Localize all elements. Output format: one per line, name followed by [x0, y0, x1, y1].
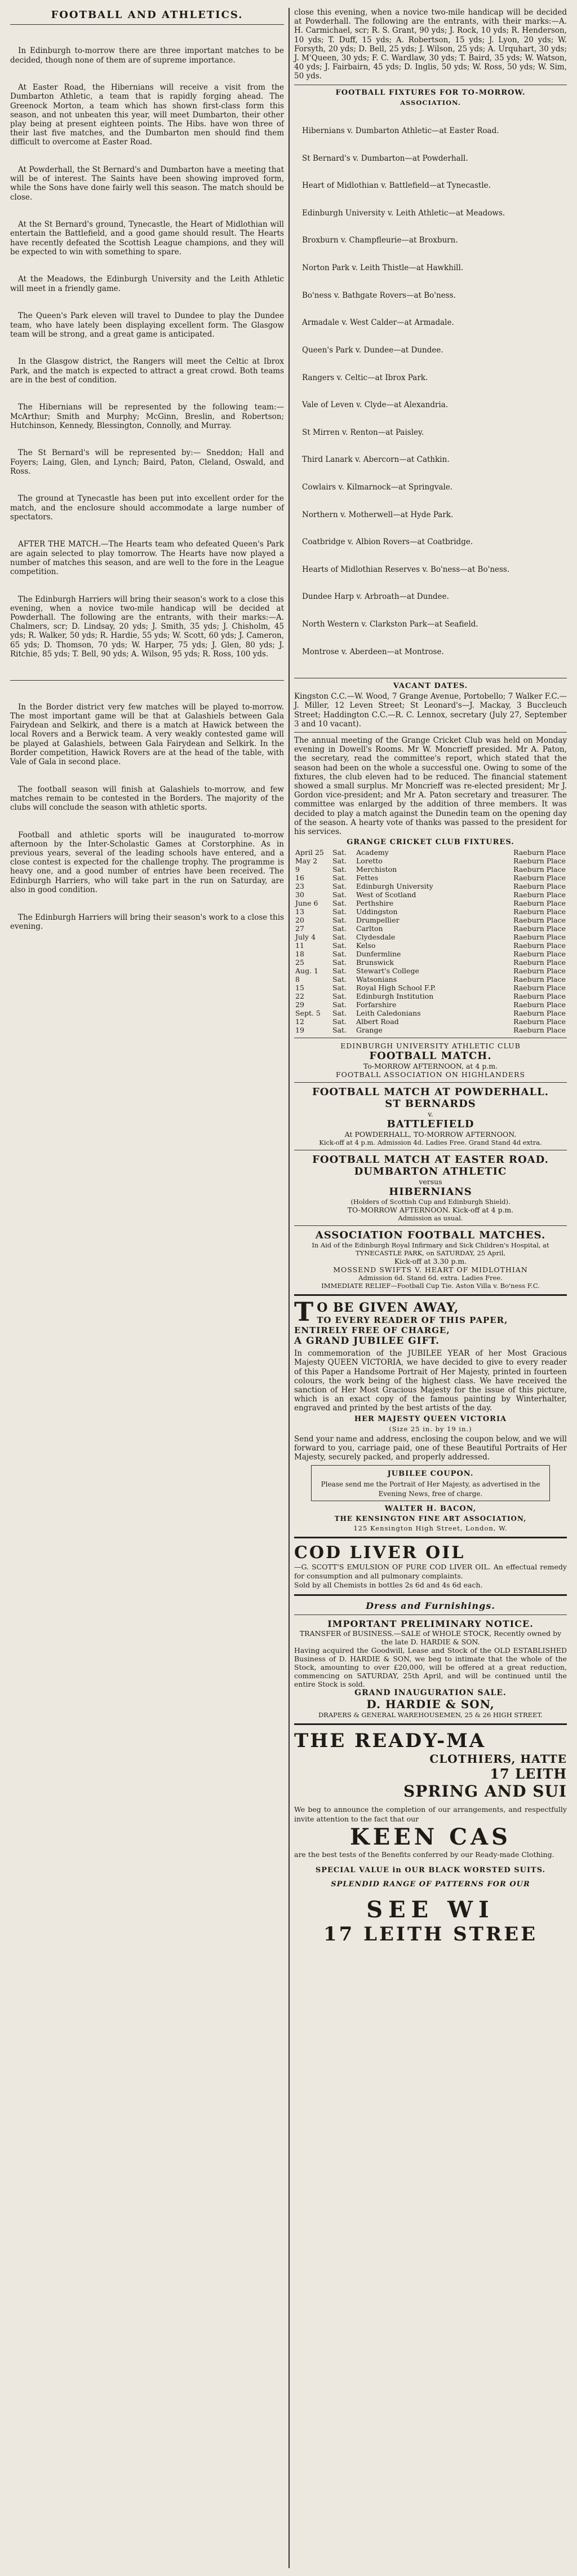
fixture-place: Raeburn Place [513, 1017, 566, 1026]
team-name: DUMBARTON ATHLETIC [354, 1166, 507, 1178]
fixture-opponent: Stewart's College [356, 967, 419, 976]
fixture-row [294, 975, 567, 983]
fixture-day: Sat. [332, 907, 347, 916]
fixture-row [294, 992, 567, 1000]
fixture-row [294, 950, 567, 958]
fixture-date: 23 [295, 882, 304, 891]
coupon-title: JUBILEE COUPON. [387, 1470, 474, 1479]
fixtures-subtitle: ASSOCIATION. [400, 98, 461, 107]
article-paragraph: At Easter Road, the Hibernians will receive a visit from the Dumbarton Athletic, a team that is rapidly forging ahead. The Greenock Morton, a team which has shown first-class form this season, and not unbeaten this year, will meet Dumbarton, their other play being at present eighteen points. The Hibs. have won three of their last five matches, and the Dumbarton men should find them difficult to overcome at Easter Road. [10, 83, 287, 147]
fixture-line: Norton Park v. Leith Thistle—at Hawkhill. [302, 263, 464, 273]
ad-line: To-MORROW AFTERNOON, at 4 p.m. [363, 1062, 498, 1071]
ad-body: Having acquired the Goodwill, Lease and Stock of the OLD ESTABLISHED Business of D. HARDIE & SON, we beg to intimate that the whole of the Stock, amounting to over £20,000, will be offered at a great reduction, commencing on SATURDAY, 25th April, and will be continued until the entire Stock is sold. [294, 1646, 567, 1689]
ad-line: Admission as usual. [398, 1214, 463, 1223]
team-name: HIBERNIANS [389, 1186, 472, 1198]
ad-line: FOOTBALL ASSOCIATION ON HIGHLANDERS [335, 1070, 526, 1079]
fixture-date: July 4 [295, 933, 316, 942]
fixture-opponent: Carlton [356, 924, 383, 933]
fixture-opponent: Perthshire [356, 899, 394, 908]
fixture-row [294, 924, 567, 933]
novice-handicap-paragraph: close this evening, when a novice two-mile handicap will be decided at Powderhall. The following are the entrants, with their marks:—A. H. Carmichael, scr; R. S. Grant, 90 yds; J. Rock, 10 yds; R. Henderson, 10 yds; T. Duff, 15 yds; A. Robertson, 15 yds; J. Lyon, 20 yds; W. Forsyth, 20 yds; D. Bell, 25 yds; J. Wilson, 25 yds; A. Urquhart, 30 yds; J. M'Queen, 30 yds; F. C. Wardlaw, 30 yds; T. Baird, 35 yds; W. Watson, 40 yds; J. Fairbairn, 45 yds; D. Inglis, 50 yds; W. Ross, 50 yds; W. Sim, 50 yds. [294, 8, 570, 81]
article-paragraph: The Hibernians will be represented by the following team:— McArthur; Smith and Murphy; McGinn, Breslin, and Robertson; Hutchinson, Kennedy, Blessington, Connolly, and Murray. [10, 403, 287, 430]
fixture-place: Raeburn Place [513, 950, 566, 959]
fixture-row [294, 882, 567, 890]
ad-heading: FOOTBALL MATCH AT POWDERHALL. [312, 1086, 549, 1099]
fixture-place: Raeburn Place [513, 907, 566, 916]
article-paragraph: In the Border district very few matches will be played to-morrow. The most important game will be that at Galashiels between Gala Fairydean and Selkirk, and there is a match at Hawick between the local Rovers and a Berwick team. A very weakly contested game will be played at Galashiels, between Gala Fairydean and Selkirk. In the Border competition, Hawick Rovers are at the head of the table, with Vale of Gala in second place. [10, 702, 287, 767]
fixture-line: Northern v. Motherwell—at Hyde Park. [302, 510, 454, 519]
cricket-fixtures-table [294, 848, 567, 1034]
fixture-date: Aug. 1 [295, 967, 318, 976]
fixture-date: 16 [295, 874, 304, 883]
ad-line: Kick-off at 3.30 p.m. [394, 1257, 467, 1266]
ad-address: 17 LEITH [490, 1766, 567, 1783]
ad-line: Kick-off at 4 p.m. Admission 4d. Ladies Free. Grand Stand 4d extra. [319, 1139, 542, 1147]
ad-heading: A GRAND JUBILEE GIFT. [294, 1335, 440, 1347]
fixture-date: Sept. 5 [295, 1009, 321, 1018]
fixture-date: 20 [295, 916, 304, 925]
fixture-opponent: Forfarshire [356, 1000, 397, 1009]
fixture-day: Sat. [332, 924, 347, 933]
fixture-list [294, 108, 567, 675]
ad-line: EDINBURGH UNIVERSITY ATHLETIC CLUB [340, 1042, 521, 1051]
ad-line: At POWDERHALL, TO-MORROW AFTERNOON. [344, 1130, 517, 1139]
fixture-line: Bo'ness v. Bathgate Rovers—at Bo'ness. [302, 290, 456, 300]
fixture-opponent: Royal High School F.P. [356, 983, 436, 993]
ad-body: Send your name and address, enclosing the coupon below, and we will forward to you, carriage paid, one of these Beautiful Portraits of Her Majesty, securely packed, and properly addressed. [294, 1434, 570, 1462]
fixture-place: Raeburn Place [513, 865, 566, 874]
ad-subheading: CLOTHIERS, HATTE [429, 1752, 567, 1766]
article-paragraph: The ground at Tynecastle has been put into excellent order for the match, and the enclosure should accommodate a large number of spectators. [10, 494, 287, 522]
fixture-place: Raeburn Place [513, 882, 566, 891]
fixture-place: Raeburn Place [513, 874, 566, 883]
university-athletic-ad [294, 1042, 567, 1079]
ad-address: 17 LEITH STREE [323, 1922, 538, 1946]
ad-heading: FOOTBALL MATCH AT EASTER ROAD. [312, 1154, 549, 1166]
vacant-dates-text: Kingston C.C.—W. Wood, 7 Grange Avenue, Portobello; 7 Walker F.C.—J. Miller, 12 Leven Street; St Leonard's—J. Mackay, 3 Buccleuch Street; Haddington C.C.—R. C. Lennox, secretary (July 27, September 3 and 10 vacant). [294, 692, 570, 729]
fixture-date: 29 [295, 1000, 304, 1009]
ad-body: are the best tests of the Benefits conferred by our Ready-made Clothing. [294, 1850, 554, 1859]
fixture-opponent: Kelso [356, 941, 376, 950]
fixture-row [294, 899, 567, 907]
fixture-line: St Bernard's v. Dumbarton—at Powderhall. [302, 153, 468, 163]
jubilee-coupon[interactable] [311, 1465, 550, 1501]
fixture-opponent: Uddingston [356, 907, 398, 916]
fixture-row [294, 1000, 567, 1009]
hardie-notice-ad [294, 1618, 567, 1719]
fixture-place: Raeburn Place [513, 848, 566, 857]
fixture-day: Sat. [332, 874, 347, 883]
powderhall-match-ad [294, 1086, 567, 1146]
fixture-place: Raeburn Place [513, 1000, 566, 1009]
fixture-line: Coatbridge v. Albion Rovers—at Coatbridge. [302, 537, 473, 547]
fixture-row [294, 857, 567, 865]
fixture-opponent: Brunswick [356, 958, 394, 967]
ad-heading: IMPORTANT PRELIMINARY NOTICE. [327, 1618, 534, 1630]
fixture-date: 18 [295, 950, 304, 959]
fixture-opponent: Loretto [356, 857, 383, 866]
ad-heading: THE READY-MA [294, 1730, 486, 1753]
fixture-row [294, 890, 567, 899]
fixture-place: Raeburn Place [513, 975, 566, 984]
fixture-place: Raeburn Place [513, 1009, 566, 1018]
fixture-opponent: Watsonians [356, 975, 397, 984]
fixture-line: Edinburgh University v. Leith Athletic—at Meadows. [302, 208, 505, 218]
fixture-day: Sat. [332, 899, 347, 908]
fixture-day: Sat. [332, 848, 347, 857]
fixture-opponent: Albert Road [356, 1017, 399, 1026]
fixture-day: Sat. [332, 983, 347, 993]
fixture-day: Sat. [332, 1000, 347, 1009]
ad-heading: O BE GIVEN AWAY, [317, 1300, 459, 1316]
fixture-date: 19 [295, 1026, 304, 1035]
fixture-date: 22 [295, 992, 304, 1001]
article-paragraph: In Edinburgh to-morrow there are three important matches to be decided, though none of them are of supreme importance. [10, 46, 287, 65]
fixture-opponent: Academy [356, 848, 389, 857]
fixture-date: 12 [295, 1017, 304, 1026]
fixture-line: North Western v. Clarkston Park—at Seafield. [302, 620, 478, 629]
article-paragraph: AFTER THE MATCH.—The Hearts team who defeated Queen's Park are again selected to play tomorrow. The Hearts have now played a number of matches this season, and are well to the fore in the League competition. [10, 540, 287, 576]
article-paragraph: Football and athletic sports will be inaugurated to-morrow afternoon by the Inter-Scholastic Games at Corstorphine. As in previous years, several of the leading schools have entered, and a close contest is expected for the challenge trophy. The programme is heavy one, and a good number of entries have been received. The Edinburgh Harriers, who will take part in the run on Saturday, are also in good condition. [10, 830, 287, 894]
fixture-row [294, 983, 567, 992]
fixture-day: Sat. [332, 958, 347, 967]
tynecastle-match-ad [294, 1229, 567, 1290]
ad-heading: SEE WI [366, 1896, 495, 1923]
fixture-opponent: Edinburgh University [356, 882, 433, 891]
article-paragraph: The football season will finish at Galashiels to-morrow, and few matches remain to be contested in the Borders. The majority of the clubs will conclude the season with athletic sports. [10, 784, 287, 813]
fixture-line: Hearts of Midlothian Reserves v. Bo'ness—at Bo'ness. [302, 564, 510, 574]
fixture-place: Raeburn Place [513, 899, 566, 908]
fixture-date: April 25 [295, 848, 324, 857]
fixture-line: Queen's Park v. Dundee—at Dundee. [302, 345, 443, 355]
column-divider [288, 8, 290, 2568]
fixture-line: Hibernians v. Dumbarton Athletic—at Easter Road. [302, 126, 499, 136]
company-address: DRAPERS & GENERAL WAREHOUSEMEN, 25 & 26 HIGH STREET. [318, 1711, 543, 1719]
article-paragraph: In the Glasgow district, the Rangers will meet the Celtic at Ibrox Park, and the match is expected to attract a great crowd. Both teams are in the best of condition. [10, 357, 287, 385]
ad-body: Sold by all Chemists in bottles 2s 6d and 4s 6d each. [294, 1581, 483, 1590]
company-name: D. HARDIE & SON, [366, 1697, 495, 1712]
fixture-day: Sat. [332, 890, 347, 899]
fixture-place: Raeburn Place [513, 992, 566, 1001]
fixture-day: Sat. [332, 967, 347, 976]
fixture-place: Raeburn Place [513, 941, 566, 950]
fixture-opponent: Dunfermline [356, 950, 401, 959]
company-address: 125 Kensington High Street, London, W. [353, 1524, 508, 1532]
fixture-row [294, 967, 567, 975]
portrait-subtitle: (Size 25 in. by 19 in.) [389, 1424, 472, 1433]
dress-section-title: Dress and Furnishings. [366, 1600, 495, 1612]
football-article [10, 28, 287, 677]
fixture-day: Sat. [332, 992, 347, 1001]
portrait-title: HER MAJESTY QUEEN VICTORIA [354, 1414, 507, 1423]
ad-heading: ASSOCIATION FOOTBALL MATCHES. [315, 1229, 546, 1242]
signatory: WALTER H. BACON, [384, 1504, 477, 1513]
fixture-date: 8 [295, 975, 300, 984]
fixture-line: St Mirren v. Renton—at Paisley. [302, 427, 424, 437]
easter-road-match-ad [294, 1154, 567, 1222]
ad-line: In Aid of the Edinburgh Royal Infirmary and Sick Children's Hospital, at TYNECASTLE PARK, on SATURDAY, 25 April, [312, 1241, 549, 1258]
ad-heading: FOOTBALL MATCH. [369, 1050, 492, 1062]
fixture-day: Sat. [332, 916, 347, 925]
ad-body: We beg to announce the completion of our arrangements, and respectfully invite attention to the fact that our [294, 1805, 569, 1823]
fixture-day: Sat. [332, 933, 347, 942]
fixture-opponent: Drumpellier [356, 916, 400, 925]
ad-line: TO-MORROW AFTERNOON. Kick-off at 4 p.m. [347, 1206, 514, 1215]
fixture-place: Raeburn Place [513, 924, 566, 933]
ad-line: (Holders of Scottish Cup and Edinburgh Shield). [350, 1198, 511, 1206]
fixture-line: Montrose v. Aberdeen—at Montrose. [302, 647, 444, 656]
fixture-day: Sat. [332, 1026, 347, 1035]
cricket-fixtures-title: GRANGE CRICKET CLUB FIXTURES. [347, 838, 514, 847]
vacant-dates-title: VACANT DATES. [393, 682, 468, 691]
fixture-opponent: Grange [356, 1026, 383, 1035]
article-paragraph: At Powderhall, the St Bernard's and Dumbarton have a meeting that will be of interest. The Saints have been showing improved form, while the Sons have done fairly well this season. The match should be close. [10, 165, 287, 202]
fixture-row [294, 1009, 567, 1017]
company-name: THE KENSINGTON FINE ART ASSOCIATION, [334, 1514, 527, 1523]
ad-heading: TO EVERY READER OF THIS PAPER, [317, 1315, 508, 1326]
ad-subheading: SPLENDID RANGE OF PATTERNS FOR OUR [331, 1880, 530, 1889]
fixture-opponent: Clydesdale [356, 933, 396, 942]
fixture-row [294, 865, 567, 874]
fixture-row [294, 1026, 567, 1034]
fixture-line: Dundee Harp v. Arbroath—at Dundee. [302, 592, 449, 602]
fixture-row [294, 907, 567, 916]
fixture-row [294, 958, 567, 967]
article-paragraph: The Queen's Park eleven will travel to Dundee to play the Dundee team, who have lately been displaying excellent form. The Glasgow team will be strong, and a great game is anticipated. [10, 311, 287, 339]
fixture-line: Vale of Leven v. Clyde—at Alexandria. [302, 400, 449, 410]
fixture-opponent: Leith Caledonians [356, 1009, 421, 1018]
fixture-row [294, 1017, 567, 1026]
fixture-day: Sat. [332, 882, 347, 891]
left-column [10, 8, 287, 2568]
fixture-opponent: Edinburgh Institution [356, 992, 434, 1001]
fixture-place: Raeburn Place [513, 933, 566, 942]
ad-line: Admission 6d. Stand 6d. extra. Ladies Free. [358, 1274, 503, 1282]
team-name: BATTLEFIELD [387, 1118, 474, 1131]
fixture-date: 30 [295, 890, 304, 899]
fixture-place: Raeburn Place [513, 967, 566, 976]
fixture-row [294, 874, 567, 882]
ad-heading: COD LIVER OIL [294, 1542, 465, 1563]
fixture-place: Raeburn Place [513, 916, 566, 925]
ad-body: —G. SCOTT'S EMULSION OF PURE COD LIVER OIL. An effectual remedy for consumption and all pulmonary complaints. [294, 1562, 569, 1580]
team-name: ST BERNARDS [385, 1098, 476, 1110]
right-column [294, 8, 570, 2568]
coupon-text: Please send me the Portrait of Her Majesty, as advertised in the Evening News, free of charge. [321, 1480, 543, 1498]
ad-line: MOSSEND SWIFTS V. HEART OF MIDLOTHIAN [333, 1265, 528, 1274]
fixture-day: Sat. [332, 1009, 347, 1018]
article-paragraph: The Edinburgh Harriers will bring their season's work to a close this evening, when a novice two-mile handicap will be decided at Powderhall. The following are the entrants, with their marks:—A. Chalmers, scr; D. Lindsay, 20 yds; J. Smith, 35 yds; J. Chisholm, 45 yds; R. Walker, 50 yds; R. Hardie, 55 yds; W. Scott, 60 yds; J. Cameron, 65 yds; D. Thomson, 70 yds; W. Harper, 75 yds; J. Glen, 80 yds; J. Ritchie, 85 yds; T. Bell, 90 yds; A. Wilson, 95 yds; R. Ross, 100 yds. [10, 594, 287, 659]
fixture-row [294, 941, 567, 950]
ad-line: TRANSFER of BUSINESS.—SALE of WHOLE STOCK, Recently owned by the late D. HARDIE & SON. [299, 1629, 562, 1647]
article-paragraph: The Edinburgh Harriers will bring their season's work to a close this evening. [10, 912, 287, 931]
fixture-date: 11 [295, 941, 304, 950]
fixture-place: Raeburn Place [513, 857, 566, 866]
codliver-oil-ad [294, 1543, 567, 1590]
fixture-row [294, 916, 567, 924]
fixture-date: May 2 [295, 857, 318, 866]
article-paragraph: At the St Bernard's ground, Tynecastle, the Heart of Midlothian will entertain the Battlefield, and a good game should result. The Hearts have recently defeated the Scottish League champions, and they will be expected to win with something to spare. [10, 220, 287, 257]
fixture-place: Raeburn Place [513, 890, 566, 899]
fixture-opponent: Fettes [356, 874, 379, 883]
fixture-day: Sat. [332, 857, 347, 866]
fixture-line: Third Lanark v. Abercorn—at Cathkin. [302, 455, 450, 465]
fixture-date: 13 [295, 907, 304, 916]
fixture-place: Raeburn Place [513, 1026, 566, 1035]
fixture-opponent: Merchiston [356, 865, 397, 874]
fixture-line: Rangers v. Celtic—at Ibrox Park. [302, 373, 428, 382]
fixture-date: 25 [295, 958, 304, 967]
fixture-day: Sat. [332, 865, 347, 874]
ready-made-clothiers-ad [294, 1730, 567, 1946]
fixture-row [294, 933, 567, 941]
fixture-date: 9 [295, 865, 300, 874]
fixture-date: 15 [295, 983, 304, 993]
versus-text: v. [428, 1110, 433, 1119]
ad-heading: ENTIRELY FREE OF CHARGE, [294, 1325, 450, 1336]
fixture-line: Cowlairs v. Kilmarnock—at Springvale. [302, 482, 453, 492]
ad-body: In commemoration of the JUBILEE YEAR of her Most Gracious Majesty QUEEN VICTORIA, we have decided to give to every reader of this Paper a Handsome Portrait of Her Majesty, printed in fourteen colours, the work being of the highest class. We have received the sanction of Her Most Gracious Majesty for the issue of this picture, which is an exact copy of the famous painting by Winterhalter, engraved and printed by the best artists of the day. [294, 1349, 570, 1413]
article-paragraph: At the Meadows, the Edinburgh University and the Leith Athletic will meet in a friendly game. [10, 275, 287, 293]
article-paragraph: The St Bernard's will be represented by:— Sneddon; Hall and Foyers; Laing, Glen, and Lynch; Baird, Paton, Cleland, Oswald, and Ross. [10, 448, 287, 476]
fixture-date: 27 [295, 924, 304, 933]
jubilee-gift-ad [294, 1296, 570, 1532]
fixture-line: Armadale v. West Calder—at Armadale. [302, 318, 454, 328]
fixture-line: Heart of Midlothian v. Battlefield—at Tynecastle. [302, 181, 491, 191]
fixture-place: Raeburn Place [513, 958, 566, 967]
cricket-paragraph: The annual meeting of the Grange Cricket Club was held on Monday evening in Dowell's Rooms. Mr W. Moncrieff presided. Mr A. Paton, the secretary, read the committee's report, which stated that the season had been on the whole a successful one. Owing to some of the fixtures, the club eleven had to be reduced. The financial statement showed a small surplus. Mr Moncrieff was re-elected president; Mr J. Gordon vice-president; and Mr A. Paton secretary and treasurer. The committee was enlarged by the addition of three members. It was decided to play a match against the Dunedin team on the opening day of the season. A hearty vote of thanks was passed to the president for his services. [294, 736, 570, 837]
fixture-opponent: West of Scotland [356, 890, 416, 899]
fixture-day: Sat. [332, 950, 347, 959]
border-football-article [10, 684, 287, 949]
fixture-place: Raeburn Place [513, 983, 566, 993]
fixture-day: Sat. [332, 1017, 347, 1026]
ad-heading: SPRING AND SUI [403, 1782, 567, 1801]
section-title: FOOTBALL AND ATHLETICS. [51, 9, 243, 21]
ad-subheading: SPECIAL VALUE in OUR BLACK WORSTED SUITS. [315, 1865, 546, 1874]
fixture-date: June 6 [295, 899, 318, 908]
ad-heading: GRAND INAUGURATION SALE. [354, 1688, 507, 1698]
fixture-line: Broxburn v. Champfleurie—at Broxburn. [302, 236, 458, 245]
fixture-row [294, 848, 567, 857]
versus-text: versus [419, 1177, 442, 1186]
drop-cap: T [294, 1296, 314, 1327]
fixture-day: Sat. [332, 975, 347, 984]
ad-heading: KEEN CAS [350, 1823, 511, 1850]
ad-line: IMMEDIATE RELIEF—Football Cup Tie. Aston Villa v. Bo'ness F.C. [321, 1282, 540, 1290]
fixture-day: Sat. [332, 941, 347, 950]
fixtures-title: FOOTBALL FIXTURES FOR TO-MORROW. [335, 88, 526, 97]
